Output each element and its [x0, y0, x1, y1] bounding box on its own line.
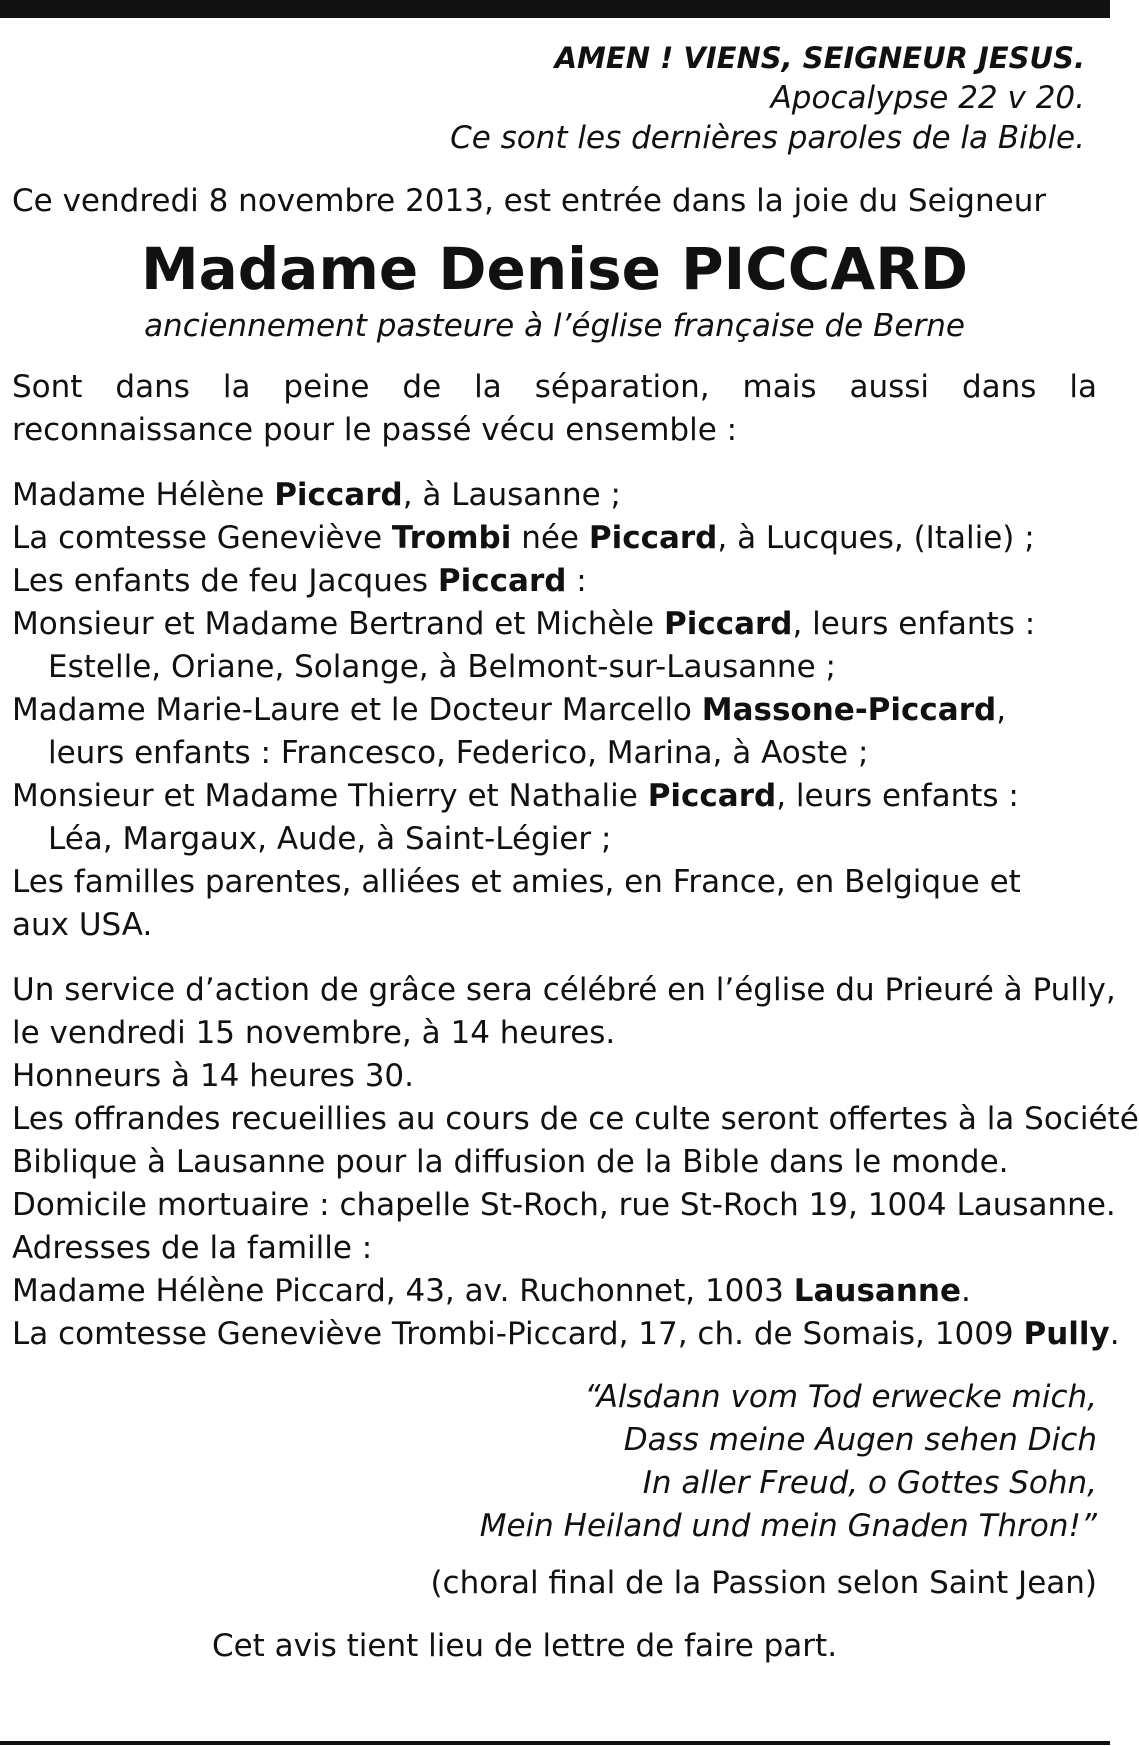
surname: Trombi [391, 520, 512, 556]
service-line: Biblique à Lausanne pour la diffusion de la Bible dans le monde. [12, 1144, 1009, 1180]
family-list [12, 474, 1097, 947]
deceased-name: Madame Denise PICCARD [140, 235, 969, 303]
family-line: Estelle, Oriane, Solange, à Belmont-sur-Lausanne ; [48, 649, 836, 685]
service-info [12, 969, 1139, 1356]
address-line: La comtesse Geneviève Trombi-Piccard, 17, ch. de Somais, 1009 Pully. [12, 1316, 1120, 1352]
surname: Massone-Piccard [701, 692, 997, 728]
deceased-subtitle: anciennement pasteure à l’église française de Berne [144, 308, 965, 344]
intro-line: Ce vendredi 8 novembre 2013, est entrée dans la joie du Seigneur [12, 183, 1047, 219]
verse-note: Ce sont les dernières paroles de la Bible. [450, 120, 1085, 156]
service-line: Adresses de la famille : [12, 1230, 373, 1266]
family-line: Madame Marie-Laure et le Docteur Marcello Massone-Piccard, [12, 692, 1007, 728]
poem-line: Dass meine Augen sehen Dich [623, 1422, 1097, 1458]
poem-line: “Alsdann vom Tod erwecke mich, [584, 1379, 1097, 1415]
family-line: Monsieur et Madame Thierry et Nathalie Piccard, leurs enfants : [12, 778, 1019, 814]
family-line: leurs enfants : Francesco, Federico, Marina, à Aoste ; [48, 735, 869, 771]
surname: Piccard [588, 520, 718, 556]
service-line: Les offrandes recueillies au cours de ce culte seront offertes à la Société [12, 1101, 1139, 1137]
mourning-text: Sont dans la peine de la séparation, mais aussi dans la reconnaissance pour le passé vécu ensemble : [12, 369, 1097, 448]
address-city: Pully [1023, 1316, 1110, 1352]
service-line: Un service d’action de grâce sera célébré en l’église du Prieuré à Pully, [12, 972, 1116, 1008]
family-line: aux USA. [12, 907, 153, 943]
service-line: Domicile mortuaire : chapelle St-Roch, rue St-Roch 19, 1004 Lausanne. [12, 1187, 1116, 1223]
bottom-border [0, 1741, 1110, 1745]
poem-line: Mein Heiland und mein Gnaden Thron!” [479, 1508, 1097, 1544]
bible-verse: AMEN ! VIENS, SEIGNEUR JESUS. [554, 41, 1085, 75]
surname: Piccard [663, 606, 793, 642]
poem-line: In aller Freud, o Gottes Sohn, [642, 1465, 1097, 1501]
notice-content [12, 38, 1139, 1668]
closing-note: Cet avis tient lieu de lettre de faire part. [211, 1628, 838, 1664]
service-line: Honneurs à 14 heures 30. [12, 1058, 415, 1094]
top-border [0, 0, 1110, 18]
family-line: Monsieur et Madame Bertrand et Michèle Piccard, leurs enfants : [12, 606, 1036, 642]
family-line: La comtesse Geneviève Trombi née Piccard, à Lucques, (Italie) ; [12, 520, 1035, 556]
family-line: Léa, Margaux, Aude, à Saint-Légier ; [48, 821, 612, 857]
address-city: Lausanne [793, 1273, 961, 1309]
choral-attribution: (choral final de la Passion selon Saint Jean) [430, 1565, 1097, 1601]
address-line: Madame Hélène Piccard, 43, av. Ruchonnet, 1003 Lausanne. [12, 1273, 971, 1309]
service-line: le vendredi 15 novembre, à 14 heures. [12, 1015, 616, 1051]
family-line: Les enfants de feu Jacques Piccard : [12, 563, 587, 599]
family-line: Les familles parentes, alliées et amies, en France, en Belgique et [12, 864, 1021, 900]
verse-reference: Apocalypse 22 v 20. [770, 80, 1085, 116]
surname: Piccard [647, 778, 777, 814]
surname: Piccard [437, 563, 567, 599]
surname: Piccard [274, 477, 403, 513]
poem [12, 1376, 1097, 1548]
family-line: Madame Hélène Piccard, à Lausanne ; [12, 477, 621, 513]
